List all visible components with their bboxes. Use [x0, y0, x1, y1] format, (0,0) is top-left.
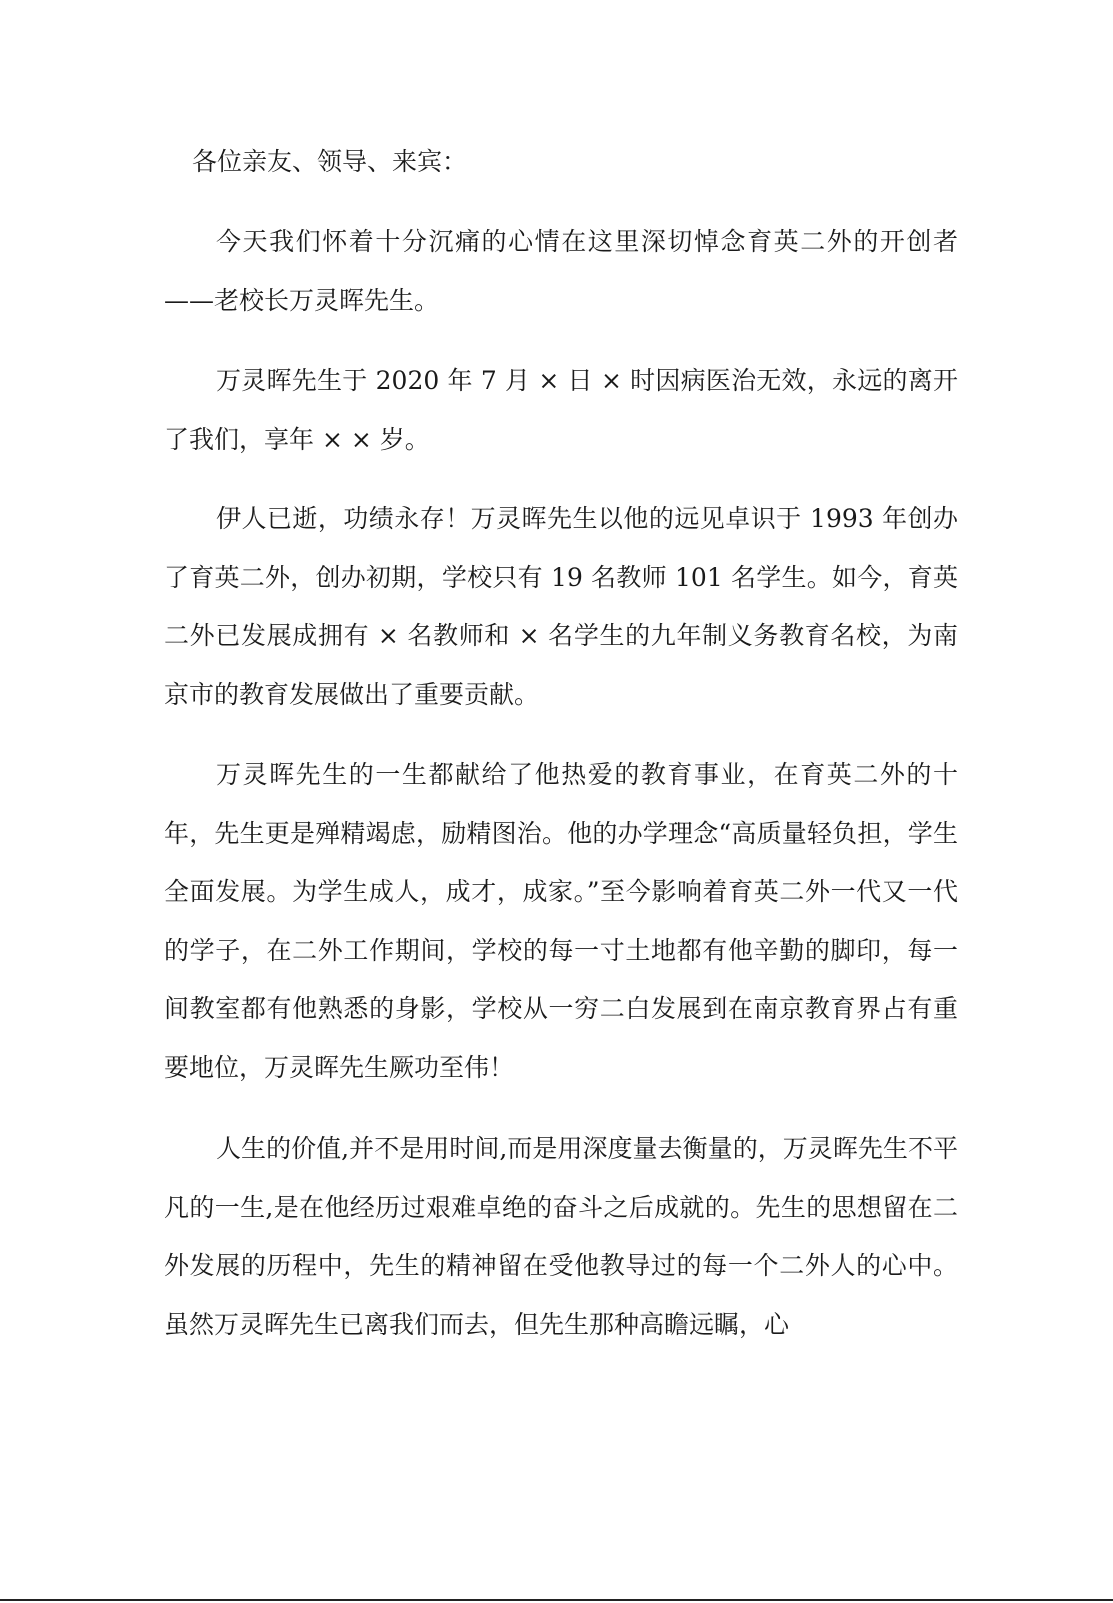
paragraph-dedication: 万灵晖先生的一生都献给了他热爱的教育事业，在育英二外的十年，先生更是殚精竭虑，励精图治。他的办学理念“高质量轻负担，学生全面发展。为学生成人，成才，成家。”至今影响着育英二外一代又一代的学子，在二外工作期间，学校的每一寸土地都有他辛勤的脚印，每一间教室都有他熟悉的身影，学校从一穷二白发展到在南京教育界占有重要地位，万灵晖先生厥功至伟！: [164, 760, 958, 1082]
salutation: 各位亲友、领导、来宾：: [192, 147, 468, 176]
page-bottom-divider: [0, 1599, 1113, 1601]
paragraph-opening: 今天我们怀着十分沉痛的心情在这里深切悼念育英二外的开创者——老校长万灵晖先生。: [164, 227, 958, 315]
paragraph-legacy: 人生的价值,并不是用时间,而是用深度量去衡量的，万灵晖先生不平凡的一生,是在他经历过艰难卓绝的奋斗之后成就的。先生的思想留在二外发展的历程中，先生的精神留在受他教导过的每一个二外人的心中。虽然万灵晖先生已离我们而去，但先生那种高瞻远瞩，心: [164, 1134, 958, 1339]
paragraph-passing: 万灵晖先生于 2020 年 7 月 × 日 × 时因病医治无效，永远的离开了我们，享年 × × 岁。: [164, 366, 958, 454]
paragraph-achievements: 伊人已逝，功绩永存！万灵晖先生以他的远见卓识于 1993 年创办了育英二外，创办初期，学校只有 19 名教师 101 名学生。如今，育英二外已发展成拥有 × 名教师和 × 名学生的九年制义务教育名校，为南京市的教育发展做出了重要贡献。: [164, 504, 958, 709]
